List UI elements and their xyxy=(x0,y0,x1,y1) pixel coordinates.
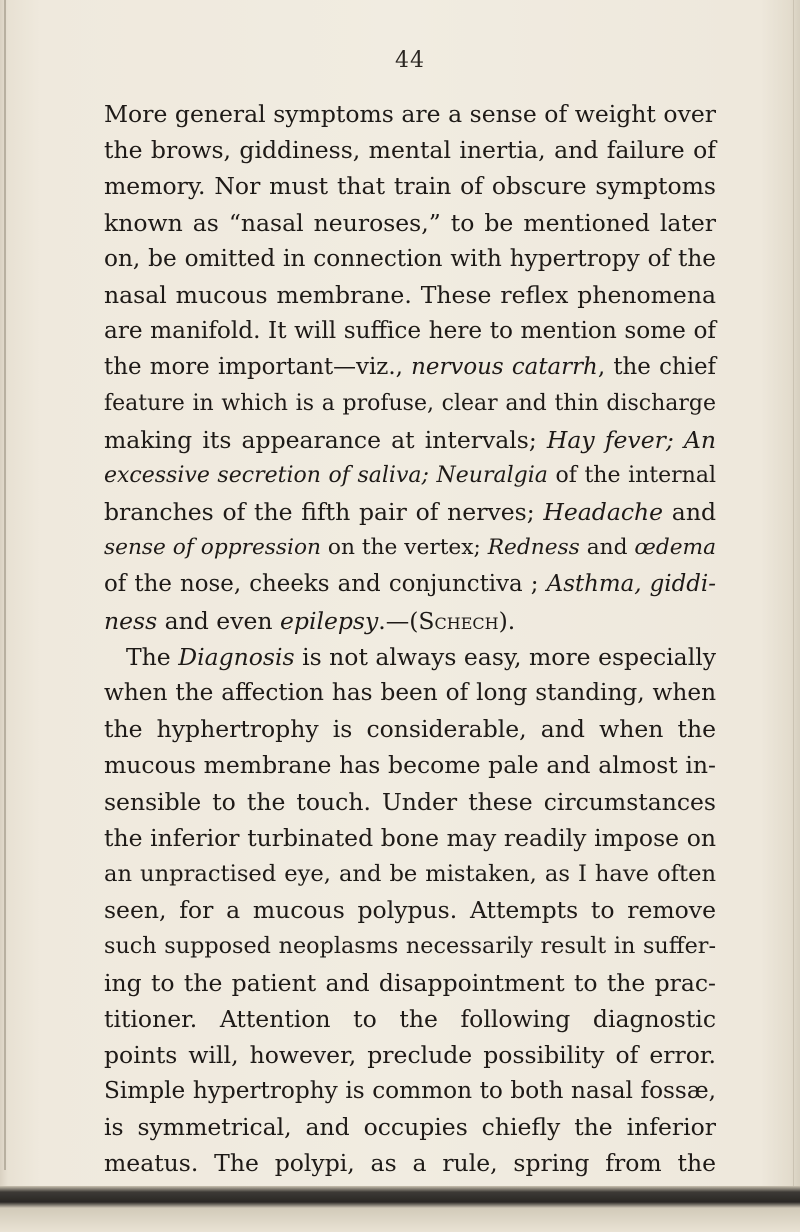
text-line: the inferior turbinated bone may readily impose on xyxy=(104,823,716,852)
text-run: branches of the fifth pair of nerves; xyxy=(104,498,544,527)
text-run: is not always easy, more especially xyxy=(294,642,717,671)
text-run: ). xyxy=(498,606,516,635)
text-line: on, be omitted in connection with hypertropy of the xyxy=(104,244,716,272)
italic-run: nervous catarrh xyxy=(411,354,598,381)
text-run: and xyxy=(663,498,716,527)
text-run: .—( xyxy=(378,606,419,635)
text-line: More general symptoms are a sense of weight over xyxy=(104,100,716,128)
text-line: known as “nasal neuroses,” to be mentioned later xyxy=(104,208,716,237)
text-line xyxy=(104,422,716,458)
text-line xyxy=(104,349,716,385)
text-line: titioner. Attention to the following diagnostic xyxy=(104,1004,716,1033)
text-line xyxy=(104,530,716,566)
text-line: the hyphertrophy is considerable, and when the xyxy=(104,715,716,744)
text-line: such supposed neoplasms necessarily result in suffer- xyxy=(104,933,716,960)
text-line: is symmetrical, and occupies chiefly the inferior xyxy=(104,1113,716,1142)
text-line xyxy=(104,494,716,530)
text-line xyxy=(104,566,716,602)
text-line: nasal mucous membrane. These reflex phenomena xyxy=(104,280,716,309)
text-run: and even xyxy=(157,606,280,635)
text-line: meatus. The polypi, as a rule, spring from the xyxy=(104,1149,716,1178)
text-line: memory. Nor must that train of obscure symptoms xyxy=(104,172,716,201)
text-line xyxy=(104,458,716,494)
page-number: 44 xyxy=(395,48,425,73)
italic-run: Headache xyxy=(543,498,664,527)
text-line: feature in which is a profuse, clear and thin discharge xyxy=(104,390,716,416)
italic-run: excessive secretion of saliva; Neuralgia xyxy=(104,462,548,488)
text-line: when the affection has been of long standing, when xyxy=(104,679,716,706)
text-line: Simple hypertrophy is common to both nasal fossæ, xyxy=(104,1077,716,1105)
text-run: of the internal xyxy=(547,462,716,488)
text-line: mucous membrane has become pale and almost in- xyxy=(104,751,716,780)
italic-run: ness xyxy=(104,606,158,635)
italic-run: sense of oppression xyxy=(104,535,322,561)
body-text xyxy=(104,96,716,1182)
text-run: making its appearance at intervals; xyxy=(104,425,547,454)
italic-run: Hay fever; An xyxy=(546,425,716,454)
text-run: , the chief xyxy=(597,354,716,381)
text-line xyxy=(104,603,716,639)
italic-run: œdema xyxy=(634,535,717,561)
page-edge-shadow xyxy=(4,0,6,1170)
text-line xyxy=(104,639,716,675)
text-run: of the nose, cheeks and conjunctiva ; xyxy=(104,571,547,598)
text-line: ing to the patient and disappointment to the prac- xyxy=(104,968,716,997)
small-caps-run: Schech xyxy=(418,606,499,635)
text-run: on the vertex; xyxy=(321,535,488,561)
page-edge-right xyxy=(793,0,794,1200)
italic-run: Asthma, giddi- xyxy=(546,571,716,598)
italic-run: Redness xyxy=(487,535,580,561)
scan-bottom-edge xyxy=(0,1186,800,1232)
text-run: The xyxy=(126,642,179,671)
italic-run: epilepsy xyxy=(280,606,379,635)
text-line: sensible to the touch. Under these circumstances xyxy=(104,787,716,816)
text-line: points will, however, preclude possibility of error. xyxy=(104,1040,716,1069)
italic-run: Diagnosis xyxy=(178,642,295,671)
text-run: and xyxy=(579,535,635,561)
text-line: are manifold. It will suffice here to mention some of xyxy=(104,317,716,345)
text-run: the more important—viz., xyxy=(104,354,412,381)
text-line: the brows, giddiness, mental inertia, and failure of xyxy=(104,136,716,165)
text-line: an unpractised eye, and be mistaken, as I have often xyxy=(104,860,716,887)
text-line: seen, for a mucous polypus. Attempts to remove xyxy=(104,896,716,925)
